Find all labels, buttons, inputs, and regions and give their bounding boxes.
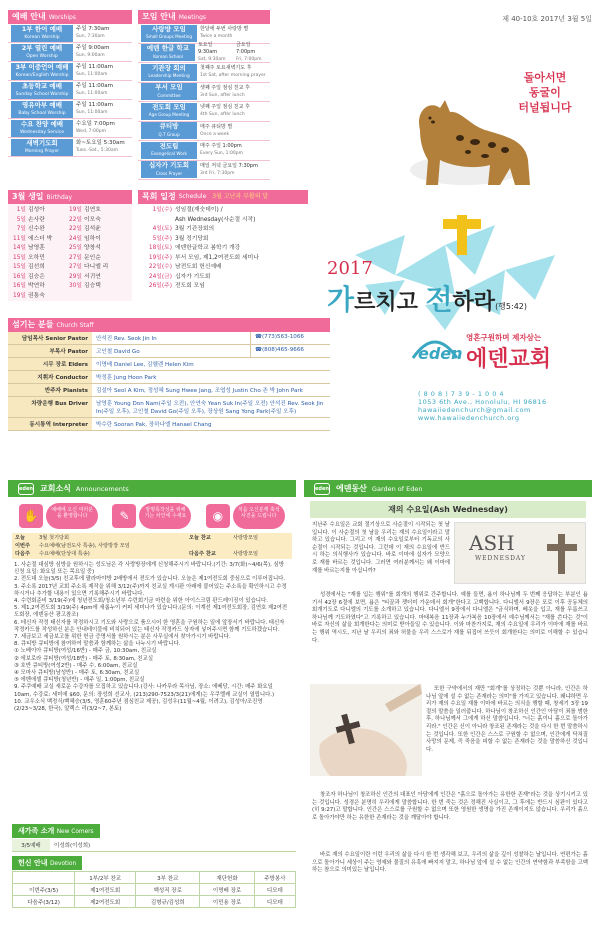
birthday-row: 15일 오하민 27일 문인순 [13,254,101,261]
meeting-time: 토요일 9:30am Sat, 9:30am [197,42,226,63]
schedule-row: 24일(금) 십자가 기도회 [148,273,211,280]
newcomers-header: 새가족 소개 New Comers [12,824,100,838]
staff-row: 부목사 Pastor 고인철 David Go ☎(808)465-9666 [8,345,330,358]
article-title: 재의 수요일(Ash Wednesday) [310,501,586,518]
meeting-row [138,161,270,181]
worship-label: 새벽기도회 Morning Prayer [11,139,73,156]
announcement-item: 9. 주쿠예배 교실 새로운 수강자를 모집하고 있습니다.(강사: 나카무라 목사님, 장소: 에베당, 시간: 매주 화요일 10am, 수강료: 세미에 $60, 문의: 장성희 선교사, (213)290-7523/3(21)에게)는 우쿠렐레 교실이 열립니다.) [14,684,275,698]
worship-time: 주일 11:00am Sun, 11:00am [76,102,113,115]
meetings-list [138,24,270,180]
duty-row: 다음주 수요예배(단상대 특송) 다음주 찬교 사랑방모임 [15,551,259,557]
schedule-row: 5일(주) 3월 정기당회 [152,235,209,242]
article-p2: 성경에서는 "재를 입는 행위"를 회개의 행위로 간주합니다. 예를 들면, 욥이 하나님께 두 번째 응답하는 부분인 욥기서 42장 6절에 보면, 욥은 "티끌과 잿더미 가운데서 회개"한다고 고백합니다. 다니엘서 9장은 포로 이후 공동체의 회개기도로 다니엘의 기도를 소개하고 있습니다. 다니엘서 9장에서 다니엘은 "금식하며, 베옷을 입고, 재를 무릅쓰고 하나님께 기도하였다"고 기록하고 있습니다. 마태복음 11장과 누가복음 10장에서 예수님께서는 "재를 쓴다는 것"이 바로 자신의 삶을 회개한다는 의미로 받아들일 수 있습니다. 이와 마찬가지로, 재의 수요일에 우리가 이마에 재를 바르는 행위 역시도, 지난 날 우리의 죄와 허물을 우리 스스로가 재를 뒤집어 쓰듯이 회개한다는 의미로 이해할 수 있습니다. [312,592,588,644]
announcement-icons [8,497,296,533]
duty-row: 오늘 3월 첫기당회 오늘 찬교 사랑방모임 [15,535,259,541]
article-p3: 또한 구약에서의 재만 "회개"를 상징하는 것뿐 아니라, 인간은 하나님 앞에 설 수 없는 존재라는 의미"를 가지고 있습니다. 왜냐하면 우리가 재의 수요일 재를 이마에 바르는 의식을 행할 때, 창세기 3장 19절의 말씀을 일러줍니다. 하나님이 창조하신 인간인 아담이 죄를 범한 후, 하나님께서 그에게 하신 말씀입니다. "너는 흙이니 흙으로 돌아가리라." 인간은 신이 아니라 창조된 존재라는 것을 다시 한 번 말씀하시는 것입니다. 또한 인간은 스스로 구원할 수 없으며, 인간에게 닥쳐질 사망의 문제, 즉 죽음을 피할 수 없는 존재라는 것을 말씀하신 것입니다. [426,686,588,753]
worship-time: 수요일 7:00pm Wed, 7:00pm [76,121,115,134]
announcement-item: 7. 세금보고 세금보고를 위한 헌금 증명서를 원하시는 분은 사무실에서 찾아가시기 바랍니다. [14,634,231,641]
meeting-row [138,83,270,103]
announcement-item: ③ 호반 큐티방(여성2반) - 매주 수, 6:00am, 친교실 [14,662,138,669]
schedule-row: 26일(주) 전도회 모임 [148,283,205,289]
article-p4: 창조자 하나님이 창조하신 인간의 대표인 아담에게 인간은 "흙으로 돌아가는 유한한 존재"라는 것을 상기시키고 있는 것입니다. 성경은 분명히 우리에게 말씀합니다. 한 번 죽는 것은 정해진 사실이고, 그 후에는 반드시 심판이 있다고(히 9:27)고 말합니다. 인간은 스스로를 구원할 수 없으며 또한 영원한 생명을 가진 존재이지도 않습니다. 우리가 흙으로 돌아가야만 하는 유한한 존재라는 것을 깨달아야 합니다. [312,792,588,821]
worship-header: 예배 안내 Worships [8,10,132,24]
worship-time: 화~토요일 5:30am Tues.-Sat., 5:30am [76,140,125,153]
worship-row [8,81,132,100]
meetings-section [138,10,270,186]
meeting-label: 전도회 모임 Age Group Meeting [141,103,197,120]
schedule-section [138,190,308,290]
photo-item: ◉ 처음 오신분께 축석사진을 드립니다 [206,503,285,529]
meeting-time: 첫째주 토요새벽기도 후 1st Sat, after morning prayer [200,65,266,79]
staff-section [8,318,330,460]
handshake-icon: ✋ [19,504,43,528]
camera-icon: ◉ [206,504,230,528]
schedule-row: 1일(수) 성임절(재숫데이) / [152,207,223,213]
church-name: 에덴교회 [466,347,552,372]
article-p1: 지난주 수요일은 교회 절기상으로 사순절이 시작되는 첫 날입니다. 이 사순절의 첫 날을 우리는 재의 수요일이라고 말하고 있습니다. 그리고 이 재의 수요일로부터 기독교의 사순절이 시작되는 것입니다. 그런데 이 재의 수요일에 반드시 하는 의식행사가 있습니다. 바로 이마에 십자가 모양으로 재를 바르는 것입니다. 그러면 여러분께서는 왜 이마에 재를 바르는지를 아십니까? [312,522,450,574]
duty-table [12,533,292,559]
ash-wednesday-image: ASH WEDNESDAY [454,522,586,584]
worship-row [8,62,132,81]
worship-label: 1부 한어 예배 Korean Worship [11,25,73,42]
meeting-label: 기관장 회의 Leadership Meeting [141,64,197,81]
schedule-header: 목회 일정 Schedule 3월 고난과 부활의 달 [138,190,308,204]
article-p5: 바로 재의 수요일이란 이런 우리의 삶을 다시 한 번 생각해 보고, 우리의 삶을 깊이 성찰하는 날입니다. 연편가는 흙으로 돌아가니 세상이 주는 영예와 물질의 유혹에 빠지지 말고, 하나님 앞에 설 수 없는 인간의 연약함과 부족함을 고백하는 참으로 의미있는 날입니다. [312,852,588,874]
church-motto: 영혼구원하며 제자삼는 [466,333,542,342]
church-logo [410,328,590,392]
duty-row: 이번주 수요예배(남전도사 특송), 사랑방장 모임 [15,543,130,549]
birthday-row: 19일 권통숙 [13,292,45,299]
staff-row: 반주자 Pianists 김설아 Seol A Kim, 정성혜 Sung Hwee Jang, 조엽성 Justin Cho 존 박 John Park [8,384,330,397]
meeting-row [138,102,270,122]
birthday-list [8,204,132,301]
announcement-item: 1. 사순절 대심방 심방을 원하시는 성도님은 각 사랑방장에게 신청해주시기 바랍니다.(기간: 3/7(화)~4/6(목), 심방 신청 요일: 화요일 또는 목요일 중) [14,562,284,576]
worship-label: 3부 이중언어 예배 Korean/English Worship [11,63,73,80]
theme-year: 2017 [327,258,373,279]
theme-title: 가르치고 전하라(행5:42) [327,283,527,316]
announcement-item: 10. 교우소식 백정식/백혜승(3/5, 영훈60주년 점심친교 제공), 김성우(11월~4월, 이려고), 김성아/조진영(2/23~3/28, 한국), 알렉스 리(3/2~7, 본토) [14,698,263,713]
birthday-row: 16일 김승은 29일 서귀연 [13,273,101,280]
meeting-row [138,141,270,161]
devotion-header: 헌신 안내 Devotion [12,856,82,870]
birthday-row: 7일 신수완 22일 김석윤 [16,226,101,232]
worship-label: 수요 찬양 예배 Wednesday Service [11,120,73,137]
welcome-item: ✋ 예배에 오신 여러분을 환영합니다 [19,503,98,529]
meeting-row [138,24,270,44]
birthday-row: 16일 박연하 30일 김승택 [13,283,101,289]
meeting-label: 십자가 기도회 Cross Prayer [141,161,197,178]
worship-label: 영유아부 예배 Baby School Worship [11,101,73,118]
meeting-label: 에덴 한글 학교 Korean School [141,44,195,61]
worship-row [8,119,132,138]
staff-row: 차량운행 Bus Driver 남영훈 Young Don Nam(주일 오전), 안연숙 Yean Suk In(주일 오전) 안석진 Rev. Seok Jin In(주일 오후), 고인철 David Go(주일 오후), 장상원 Sang Yong Park(주일 오후) [8,397,330,418]
schedule-row: 22일(수) 남전도회 헌신예배 [148,264,222,270]
worship-label: 초등학교 예배 Sunday School Worship [11,82,73,99]
worship-time: 주일 11:00am Sun, 11:00am [76,83,113,96]
staff-row: 시무 장로 Elders 이명배 Daniel Lee, 김헬렌 Helen Kim [8,358,330,371]
worship-time: 주일 7:30am Sun, 7:30am [76,26,110,39]
birthday-row: 14일 남영훈 25일 양창석 [13,245,101,251]
announcement-item: ⑤ 에벤에셀 큐티방(청년반) - 매주 일, 1:00pm, 친교실 [14,677,145,684]
guestbook-item: ✎ 방명록작성을 위해 기는 차인에 수세요 [112,503,191,529]
birthday-row: 5일 손사란 22일 이모숙 [16,216,101,223]
announcement-item: 8. 큐티방 큐티방에 참여하여 말씀과 함께하는 삶을 나누시기 바랍니다. [14,641,181,648]
schedule-row: 4일(토) 3월 기관장회의 [152,226,215,232]
schedule-list [138,204,308,292]
announcement-item: 4. 수련회준비 3/19(주)에 청년전도회/청소년부 수련회기금 마련을 위한 아이스크림 판드레이징이 있습니다. [14,598,268,605]
meeting-time: 셋째 주일 점심 친교 후 3rd Sun, after lunch [200,84,250,98]
meeting-time: 매주 주일 1:00pm Every Sun, 1:00pm [200,143,243,157]
cat-caption: 돌아서면 동굴이 터널됩니다 [518,71,572,114]
meeting-label: 전도팀 Evangelical Work [141,142,197,159]
meetings-header: 모임 안내 Meetings [138,10,270,24]
birthday-header: 3월 생일 Birthday [8,190,132,204]
staff-header: 섬기는 분들 Church Staff [8,318,330,332]
hand-cross-image [310,684,422,776]
schedule-row: 19일(주) 부서 모임, 제1,2여전도회 세미나 [148,254,259,261]
pencil-icon: ✎ [112,504,136,528]
worship-list [8,24,132,157]
worship-row [8,24,132,43]
staff-row: 지휘자 Conductor 박정훈 Jung Hoon Park [8,371,330,384]
worship-time: 주일 9:00am Sun, 9:00am [76,45,110,58]
announcement-item: 6. 테신자 작정 태신자를 작정하시고 기도와 사랑으로 품으시어 한 영혼을 구원하는 일에 앞장서기 바랍니다. 태신자 작정카드를 작성하신 분은 안내테이블에 비치되어 있는 태신자 작정카드 상자에 넣어주시면 함께 기도하겠습니다. [14,619,285,633]
devotion-section [12,856,296,908]
meeting-row [138,44,270,64]
worship-section [8,10,132,186]
meeting-time-2: 금요일 7:00pm Fri, 7:00pm [235,42,262,63]
birthday-row: 15일 김선희 27일 다니엘 리 [13,264,109,270]
staff-table [8,332,330,431]
eden-logo-icon: eden [314,483,330,495]
announcement-item: ① 노베이아 큐티방(여성/16반) - 매주 금, 10:30am, 친교실 [14,648,157,655]
announcement-item: 5. 제1,2여전도회 3/19(주) 4pm에 새롭누이 커피 세미나가 있습니다.(문의: 이계선 제1여전도회장, 김연호 제2여전도회장, 에덴동산 광고참조) [14,605,288,619]
eden-logo-icon: eden [18,483,34,495]
worship-row [8,100,132,119]
birthday-row: 11일 에스더 박 24일 임하이 [13,235,101,242]
announcements-section [8,480,296,920]
worship-time: 주일 11:00am Sun, 11:00am [76,64,113,77]
meeting-label: 사랑방 모임 Small Groups Meeting [141,25,197,42]
meeting-time: 넷째 주일 점심 친교 후 4th Sun, after lunch [200,104,250,118]
meeting-row [138,63,270,83]
meeting-label: 부서 모임 Committee [141,83,197,100]
schedule-row: 18일(토) 에덴한글학교 봄학기 개강 [148,245,241,251]
meeting-time: 매주 큐티방 별 Once a week [200,123,233,137]
church-name-en: eden [418,344,463,363]
worship-row [8,138,132,157]
meeting-row [138,122,270,142]
newcomers-section [12,824,296,852]
announcements-header: eden 교회소식 Announcements [8,480,296,497]
meeting-time: 매일 저녁 금요일 7:30pm 3rd Fri, 7:30pm [200,162,258,176]
staff-row: 동시통역 Interpreter 박수란 Sooran Pak, 장하나엘 Hanael Chang [8,418,330,431]
issue-number: 제 40-10호 2017년 3월 5일 [502,15,592,23]
announcement-item: ④ 모마사 큐티방(남성반) - 매주 토, 6:30am, 친교실 [14,670,140,677]
staff-row: 담임목사 Senior Pastor 안석진 Rev. Seok Jin In ☎(773)563-1066 [8,332,330,345]
garden-section [304,480,592,920]
birthday-row: 1일 김성아 19일 김연호 [16,207,101,213]
devotion-table: 1부/2부 찬교 3부 찬교 재단헌화 주방봉사 이번주(3/5) 제1여전도회 백성직 장로 이명배 장로 디모데 다음주(3/12) 제2여전도회 김형규/김성희 이민용 장로 디모데 [12,871,296,908]
announcement-item: 2. 전도대 오늘(3/5) 친교후에 팔라마야방 2배방에서 전도가 있습니다. 오늘은 제1여전도회 중심으로 이루어집니다. [14,576,286,583]
announcement-item: 3. 주소록 2017년 교회 주소록 제작을 위해 3/12(주)까지 친교실 게시판 아래에 붙어있는 주소록을 확인하시고 수정하시거나 추가할 내용이 있으면 기록해주시기 바랍니다. [14,583,287,597]
worship-row [8,43,132,62]
announcement-item: ② 에보로라 큐티방(여성/18반) - 매주 토, 8:30am, 친교실 [14,655,154,662]
newcomer-row: 3/5예배 이성희(이성희) [12,839,296,852]
schedule-row: Ash Wednesday(사순절 시작) [175,216,256,223]
birthday-section [8,190,132,314]
worship-label: 2부 열린 예배 Open Worship [11,44,73,61]
garden-header: eden 에덴동산 Garden of Eden [304,480,592,497]
church-contact: ( 8 0 8 ) 7 3 9 - 1 0 0 4 1053 6th Ave., Honolulu, HI 96816 hawaiiedenchurch@gmail.com www.hawaiiedenchurch.org [418,390,547,422]
announcement-list [8,559,296,716]
meeting-label: 큐티방 Q.T Group [141,122,197,139]
meeting-time: 한달에 두번 사랑방 별 Twice a month [200,26,249,40]
